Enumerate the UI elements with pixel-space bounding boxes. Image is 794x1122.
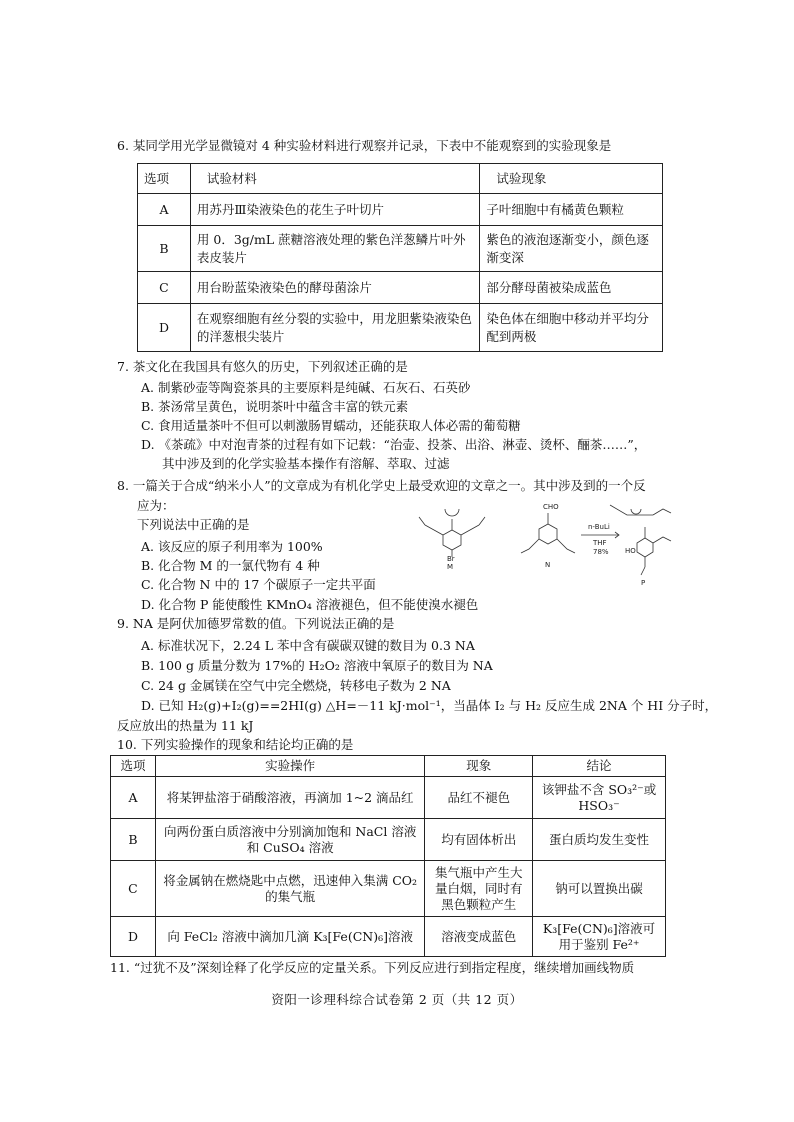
reaction-arrow	[581, 532, 619, 538]
row-material: 用 0．3g/mL 蔗糖溶液处理的紫色洋葱鳞片叶外表皮装片	[190, 226, 479, 272]
row-phenomenon: 溶液变成蓝色	[425, 917, 533, 957]
table-row	[111, 861, 666, 917]
table-row	[138, 226, 663, 272]
compound-p-structure	[610, 505, 671, 575]
label-reagent: n-BuLi	[588, 523, 610, 531]
q7-option-b: B. 茶汤常呈黄色，说明茶叶中蕴含丰富的铁元素	[141, 399, 409, 414]
table-row	[111, 819, 666, 861]
label-br: Br	[447, 555, 455, 563]
row-phenomenon: 染色体在细胞中移动并平均分配到两极	[480, 304, 663, 352]
q8-stem-cont: 应为：	[137, 498, 175, 513]
q11-stem: 11. “过犹不及”深刻诠释了化学反应的定量关系。下列反应进行到指定程度，继续增加画线物质	[110, 960, 635, 975]
table-row	[138, 304, 663, 352]
row-phenomenon: 子叶细胞中有橘黄色颗粒	[480, 194, 663, 226]
row-option: A	[111, 777, 156, 819]
row-option: D	[111, 917, 156, 957]
table-row	[111, 777, 666, 819]
label-p: P	[641, 579, 646, 587]
row-phenomenon: 集气瓶中产生大量白烟，同时有黑色颗粒产生	[425, 861, 533, 917]
table-header-row	[138, 164, 663, 194]
row-material: 用台盼蓝染液染色的酵母菌涂片	[190, 272, 479, 304]
table-row	[111, 917, 666, 957]
table-row	[138, 194, 663, 226]
q6-stem: 6. 某同学用光学显微镜对 4 种实验材料进行观察并记录，下表中不能观察到的实验现象是	[117, 138, 612, 153]
row-phenomenon: 品红不褪色	[425, 777, 533, 819]
reaction-scheme	[405, 495, 675, 587]
row-conclusion: 蛋白质均发生变性	[533, 819, 666, 861]
header-phenomenon: 现象	[425, 756, 533, 777]
header-operation: 实验操作	[155, 756, 424, 777]
q8-stem: 8. 一篇关于合成“纳米小人”的文章成为有机化学史上最受欢迎的文章之一。其中涉及到的一个反	[117, 478, 646, 493]
q9-option-a: A. 标准状况下，2.24 L 苯中含有碳碳双键的数目为 0.3 NA	[141, 638, 475, 653]
compound-n-structure	[521, 513, 575, 553]
row-operation: 向两份蛋白质溶液中分别滴加饱和 NaCl 溶液和 CuSO₄ 溶液	[155, 819, 424, 861]
table-header-row	[111, 756, 666, 777]
q9-option-b: B. 100 g 质量分数为 17%的 H₂O₂ 溶液中氧原子的数目为 NA	[141, 658, 493, 673]
q7-option-d: D. 《茶疏》中对泡青茶的过程有如下记载：“治壶、投茶、出浴、淋壶、烫杯、酾茶……”，	[141, 437, 647, 452]
row-material: 在观察细胞有丝分裂的实验中，用龙胆紫染液染色的洋葱根尖装片	[190, 304, 479, 352]
q8-option-b: B. 化合物 M 的一氯代物有 4 种	[141, 558, 320, 573]
label-n: N	[545, 561, 551, 569]
q10-table	[110, 755, 666, 957]
q7-option-d-cont: 其中涉及到的化学实验基本操作有溶解、萃取、过滤	[162, 456, 450, 471]
row-phenomenon: 均有固体析出	[425, 819, 533, 861]
row-material: 用苏丹Ⅲ染液染色的花生子叶切片	[190, 194, 479, 226]
q7-option-a: A. 制紫砂壶等陶瓷茶具的主要原料是纯碱、石灰石、石英砂	[141, 380, 471, 395]
q8-question: 下列说法中正确的是	[137, 517, 250, 532]
row-option: B	[111, 819, 156, 861]
row-option: B	[138, 226, 191, 272]
q9-option-c: C. 24 g 金属镁在空气中完全燃烧，转移电子数为 2 NA	[141, 678, 451, 693]
compound-m-structure	[419, 509, 485, 557]
header-phenomenon: 试验现象	[480, 164, 663, 194]
q10-stem: 10. 下列实验操作的现象和结论均正确的是	[117, 737, 354, 752]
table-row	[138, 272, 663, 304]
header-option: 选项	[111, 756, 156, 777]
header-option: 选项	[138, 164, 191, 194]
row-option: D	[138, 304, 191, 352]
row-conclusion: 钠可以置换出碳	[533, 861, 666, 917]
q9-stem: 9. NA 是阿伏加德罗常数的值。下列说法正确的是	[117, 616, 395, 631]
q6-table	[137, 163, 663, 352]
header-material: 试验材料	[190, 164, 479, 194]
row-conclusion: K₃[Fe(CN)₆]溶液可用于鉴别 Fe²⁺	[533, 917, 666, 957]
q8-option-d: D. 化合物 P 能使酸性 KMnO₄ 溶液褪色，但不能使溴水褪色	[141, 597, 479, 612]
row-phenomenon: 部分酵母菌被染成蓝色	[480, 272, 663, 304]
header-conclusion: 结论	[533, 756, 666, 777]
row-operation: 向 FeCl₂ 溶液中滴加几滴 K₃[Fe(CN)₆]溶液	[155, 917, 424, 957]
q7-option-c: C. 食用适量茶叶不但可以刺激肠胃蠕动，还能获取人体必需的葡萄糖	[141, 418, 521, 433]
label-cho: CHO	[543, 503, 559, 511]
row-operation: 将某钾盐溶于硝酸溶液，再滴加 1~2 滴品红	[155, 777, 424, 819]
label-yield: 78%	[593, 548, 609, 556]
q9-option-d-cont: 反应放出的热量为 11 kJ	[117, 718, 254, 733]
q9-option-d: D. 已知 H₂(g)+I₂(g)==2HI(g) △H=－11 kJ·mol⁻¹，当晶体 I₂ 与 H₂ 反应生成 2NA 个 HI 分子时，	[141, 698, 718, 713]
q8-option-c: C. 化合物 N 中的 17 个碳原子一定共平面	[141, 577, 376, 592]
row-operation: 将金属钠在燃烧匙中点燃，迅速伸入集满 CO₂ 的集气瓶	[155, 861, 424, 917]
page-footer: 资阳一诊理科综合试卷第 2 页（共 12 页）	[271, 992, 523, 1007]
row-conclusion: 该钾盐不含 SO₃²⁻或 HSO₃⁻	[533, 777, 666, 819]
row-option: C	[138, 272, 191, 304]
row-phenomenon: 紫色的液泡逐渐变小，颜色逐渐变深	[480, 226, 663, 272]
label-ho: HO	[625, 547, 636, 555]
q7-stem: 7. 茶文化在我国具有悠久的历史，下列叙述正确的是	[117, 359, 408, 374]
row-option: C	[111, 861, 156, 917]
row-option: A	[138, 194, 191, 226]
q8-option-a: A. 该反应的原子利用率为 100%	[141, 539, 323, 554]
label-m: M	[447, 563, 454, 571]
label-solvent: THF	[593, 539, 607, 547]
